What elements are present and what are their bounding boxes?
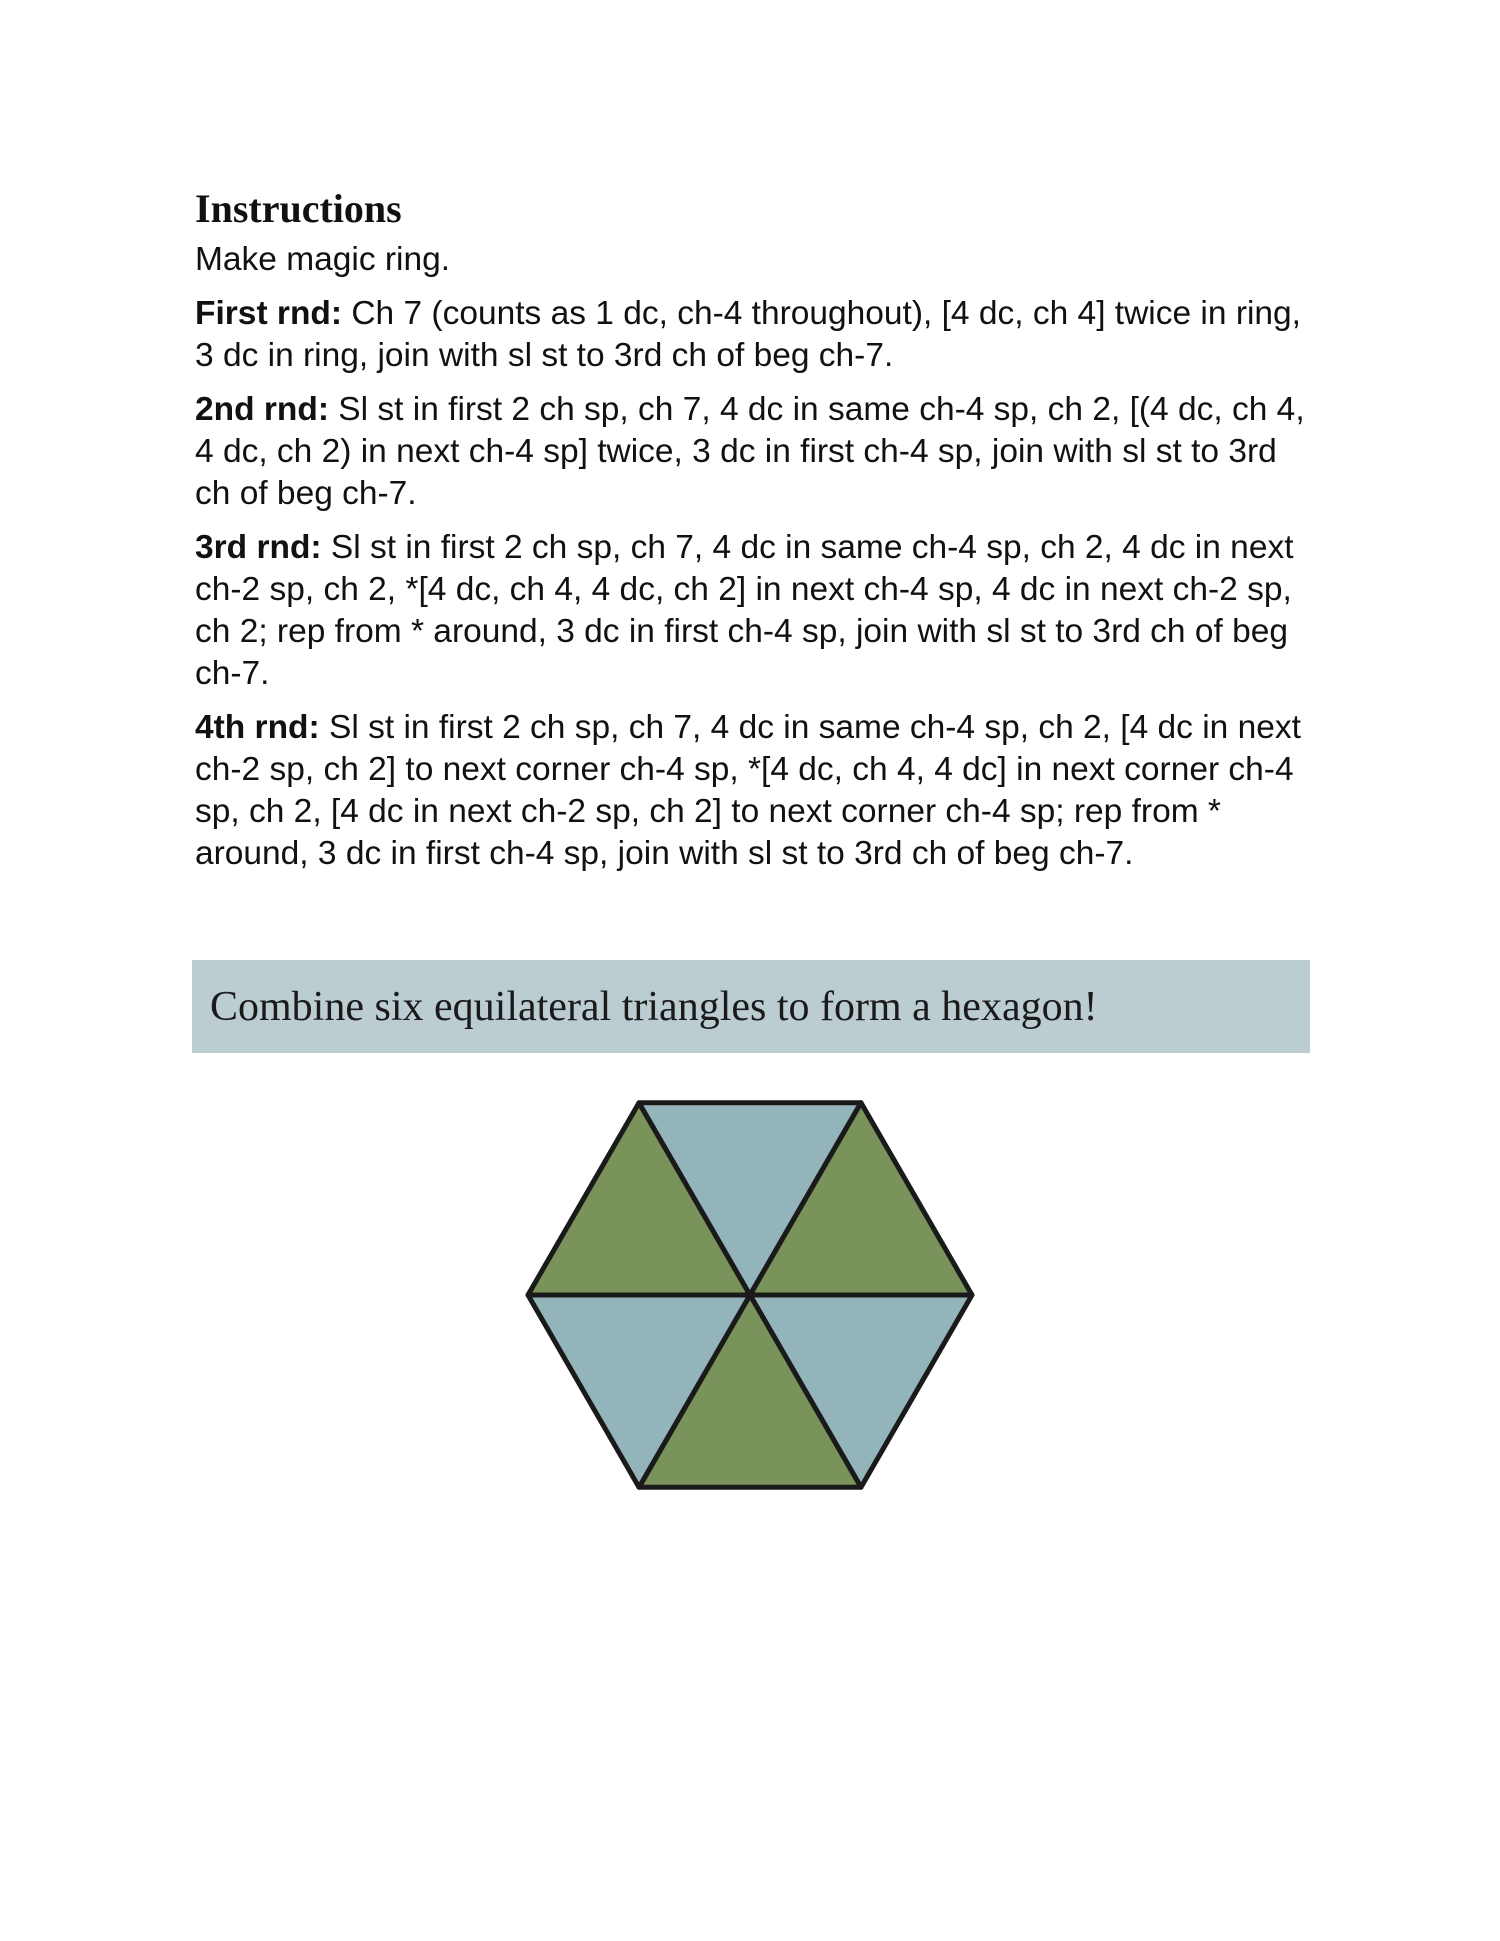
round-1 bbox=[195, 293, 1315, 377]
instructions-section bbox=[195, 185, 1320, 887]
round-3 bbox=[195, 527, 1315, 695]
round-1-text: Ch 7 (counts as 1 dc, ch-4 throughout), [4 dc, ch 4] twice in ring, 3 dc in ring, join with sl st to 3rd ch of beg ch-7. bbox=[195, 295, 1301, 374]
round-1-label: First rnd: bbox=[195, 295, 343, 332]
intro-text: Make magic ring. bbox=[195, 241, 451, 278]
round-3-label: 3rd rnd: bbox=[195, 529, 322, 566]
hexagon-tip-callout bbox=[192, 960, 1310, 1053]
round-4 bbox=[195, 707, 1315, 875]
hexagon-diagram bbox=[520, 1095, 980, 1495]
round-2-text: Sl st in first 2 ch sp, ch 7, 4 dc in same ch-4 sp, ch 2, [(4 dc, ch 4, 4 dc, ch 2) in next ch-4 sp] twice, 3 dc in first ch-4 sp, join with sl st to 3rd ch of beg ch-7. bbox=[195, 391, 1305, 512]
round-2-label: 2nd rnd: bbox=[195, 391, 329, 428]
instructions-heading: Instructions bbox=[195, 186, 402, 231]
callout-text: Combine six equilateral triangles to form a hexagon! bbox=[210, 983, 1098, 1030]
round-4-label: 4th rnd: bbox=[195, 709, 320, 746]
round-4-text: Sl st in first 2 ch sp, ch 7, 4 dc in same ch-4 sp, ch 2, [4 dc in next ch-2 sp, ch 2] to next corner ch-4 sp, *[4 dc, ch 4, 4 dc] in next corner ch-4 sp, ch 2, [4 dc in next ch-2 sp, ch 2] to next corner ch-4 sp; rep from * around, 3 dc in first ch-4 sp, join with sl st to 3rd ch of beg ch-7. bbox=[195, 709, 1301, 872]
hexagon-triangles bbox=[528, 1103, 972, 1488]
round-2 bbox=[195, 389, 1315, 515]
round-3-text: Sl st in first 2 ch sp, ch 7, 4 dc in same ch-4 sp, ch 2, 4 dc in next ch-2 sp, ch 2, *[4 dc, ch 4, 4 dc, ch 2] in next ch-4 sp, 4 dc in next ch-2 sp, ch 2; rep from * around, 3 dc in first ch-4 sp, join with sl st to 3rd ch of beg ch-7. bbox=[195, 529, 1294, 692]
